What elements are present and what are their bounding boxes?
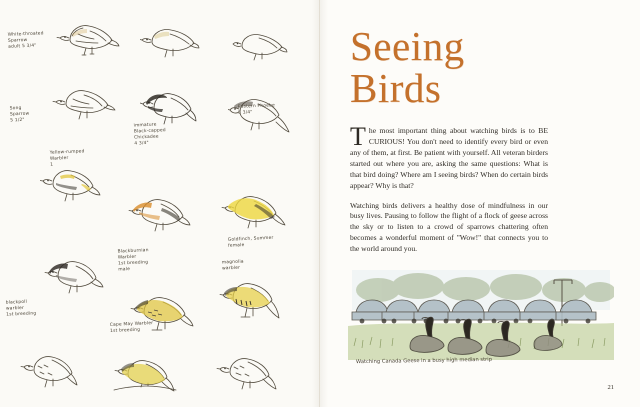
right-page (320, 0, 640, 407)
bird-sketch-white-throated-sparrow (56, 14, 120, 58)
geese-parking-lot-illustration (348, 268, 614, 360)
magnolia-warbler-icon (216, 272, 282, 326)
label-cape-may-warbler: Cape May Warbler 1st breeding (109, 321, 154, 334)
parking-lot-geese-sketch (348, 268, 614, 360)
blackburnian-warbler-icon (128, 190, 192, 238)
bird-sketch-magnolia-warbler (216, 272, 282, 326)
label-blackburnian-warbler: Blackburnian Warbler 1st breeding male (117, 248, 149, 273)
american-goldfinch-icon (220, 186, 286, 236)
bird-sketch-upper-right (232, 26, 288, 64)
bird-sketch-lower-right (216, 350, 278, 396)
paragraph-2-text: Watching birds delivers a healthy dose of mindfulness in our busy lives. Pausing to follow the flight of a flock of geese across the sky or to listen to a crowd of sparrows chattering often becomes a wonderful moment of "Wow!" that connects you to the world around you. (350, 200, 548, 254)
paragraph-1-text: he most important thing about watching birds is to BE CURIOUS! You don't need to identify every bird or even any of them, at first. Be patient with yourself. All veteran birders started out where you are, asking the same questions: What is that bird doing? Where am I seeing birds? When do certain birds appear? Why is that? (350, 126, 548, 190)
blackpoll-warbler-icon (44, 252, 104, 298)
white-throated-sparrow-icon (56, 14, 120, 58)
paragraph-1 (350, 122, 548, 192)
dropcap: T (350, 122, 366, 151)
label-american-goldfinch: Goldfinch, Summer female (227, 235, 274, 249)
body-text (350, 122, 548, 264)
label-song-sparrow: Song Sparrow 5 1/2" (9, 105, 30, 124)
warbler-lower-right-icon (216, 350, 278, 396)
label-white-throated-sparrow: White-throated Sparrow adult 5 3/4" (7, 31, 44, 50)
bird-sketch-plate (0, 0, 319, 407)
label-eastern-phoebe: Eastern Phoebe 5 3/4" (237, 103, 276, 116)
bird-sketch-american-goldfinch (220, 186, 286, 236)
label-magnolia-warbler: magnolia warbler (221, 259, 244, 272)
bird-sketch-blackburnian-warbler (128, 190, 192, 238)
bird-sketch-yellow-rumped-warbler (40, 162, 102, 206)
song-sparrow-icon (52, 80, 116, 122)
sparrow-lower-left-icon (20, 348, 78, 392)
bird-sketch-song-sparrow (52, 80, 116, 122)
page-title-line-1: Seeing (350, 23, 465, 69)
label-yellow-rumped-warbler: Yellow-rumped Warbler 1 (49, 149, 85, 168)
page-number: 21 (607, 384, 614, 391)
page-title-line-2: Birds (350, 65, 442, 112)
bird-sketch-lower-left (20, 348, 78, 392)
paragraph-2 (350, 201, 548, 256)
label-blackpoll-warbler: blackpoll warbler 1st breeding (5, 299, 37, 318)
page-title (350, 23, 610, 112)
warbler-upper-middle-icon (140, 20, 200, 60)
bird-sketch-lower-middle (112, 352, 178, 400)
yellow-rumped-warbler-icon (40, 162, 102, 206)
finch-lower-middle-icon (112, 352, 178, 400)
illustration-caption: Watching Canada Geese in a busy high median strip (355, 356, 493, 366)
label-black-capped-chickadee: immature Black-capped Chickadee 4 3/4" (133, 122, 166, 147)
bird-sketch-blackpoll-warbler (44, 252, 104, 298)
sparrow-upper-right-icon (232, 26, 288, 64)
bird-sketch-upper-middle (140, 20, 200, 60)
